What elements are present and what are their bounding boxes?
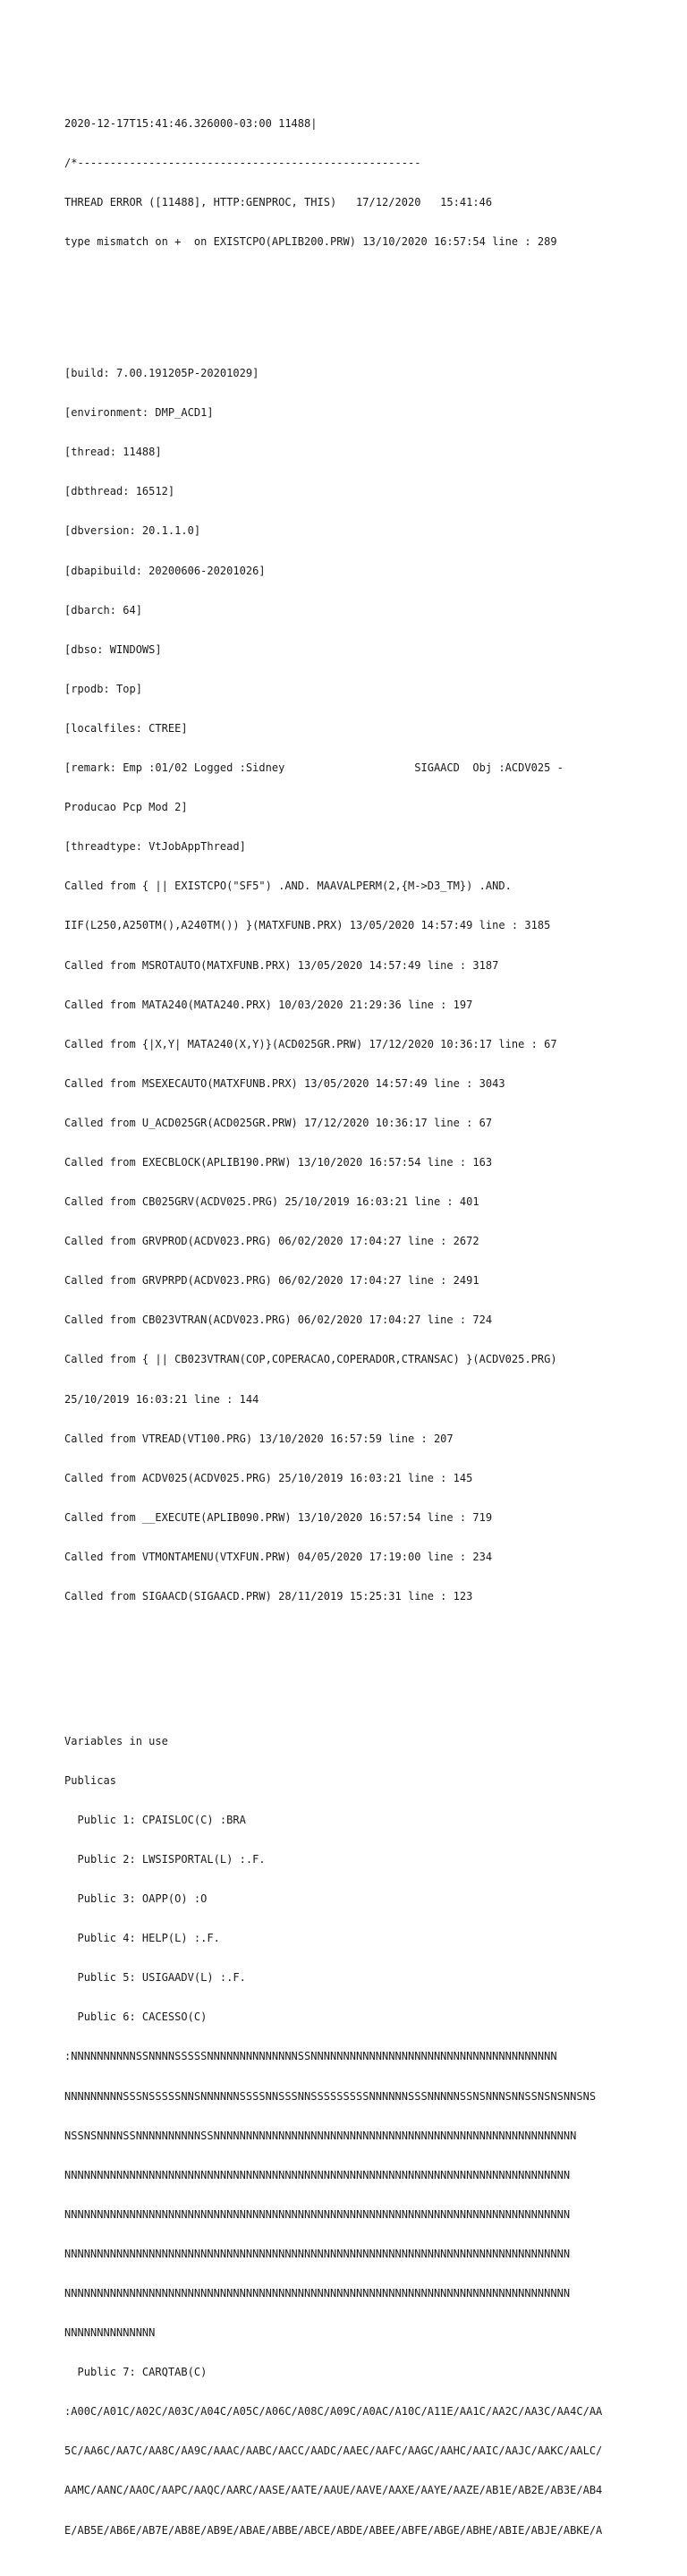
variable-line: Public 4: HELP(L) :.F.: [64, 1932, 220, 1945]
variable-line: Public 3: OAPP(O) :O: [64, 1892, 208, 1906]
variable-value-line: :A00C/A01C/A02C/A03C/A04C/A05C/A06C/A08C/A09C/A0AC/A10C/A11E/AA1C/AA2C/AA3C/AA4C/AA: [64, 2405, 603, 2419]
variable-line: Public 2: LWSISPORTAL(L) :.F.: [64, 1852, 266, 1866]
log-line: 2020-12-17T15:41:46.326000-03:00 11488|: [64, 116, 318, 130]
log-line: [threadtype: VtJobAppThread]: [64, 840, 246, 854]
log-line: [localfiles: CTREE]: [64, 721, 188, 735]
log-line: [dbapibuild: 20200606-20201026]: [64, 564, 266, 577]
log-line: /*-----------------------------------------------------: [64, 156, 421, 169]
call-stack-line: Called from U_ACD025GR(ACD025GR.PRW) 17/12/2020 10:36:17 line : 67: [64, 1116, 493, 1129]
call-stack-line: Called from SIGAACD(SIGAACD.PRW) 28/11/2019 15:25:31 line : 123: [64, 1590, 473, 1603]
variables-section: [64, 1708, 637, 2563]
variable-line: Public 1: CPAISLOC(C) :BRA: [64, 1813, 246, 1826]
call-stack-line: Called from VTMONTAMENU(VTXFUN.PRW) 04/05/2020 17:19:00 line : 234: [64, 1550, 493, 1563]
call-stack-line: Called from CB023VTRAN(ACDV023.PRG) 06/02/2020 17:04:27 line : 724: [64, 1314, 493, 1327]
call-stack-line: 25/10/2019 16:03:21 line : 144: [64, 1392, 259, 1406]
variable-value-line: AAMC/AANC/AAOC/AAPC/AAQC/AARC/AASE/AATE/AAUE/AAVE/AAXE/AAYE/AAZE/AB1E/AB2E/AB3E/AB4: [64, 2484, 603, 2497]
call-stack-line: Called from GRVPROD(ACDV023.PRG) 06/02/2020 17:04:27 line : 2672: [64, 1235, 479, 1248]
call-stack-line: Called from GRVPRPD(ACDV023.PRG) 06/02/2020 17:04:27 line : 2491: [64, 1274, 479, 1288]
call-stack-line: Called from ACDV025(ACDV025.PRG) 25/10/2019 16:03:21 line : 145: [64, 1471, 473, 1484]
log-line: [dbversion: 20.1.1.0]: [64, 524, 201, 538]
call-stack-line: Called from {|X,Y| MATA240(X,Y)}(ACD025GR.PRW) 17/12/2020 10:36:17 line : 67: [64, 1037, 557, 1050]
variable-value-line: NNNNNNNNNNNNNNNNNNNNNNNNNNNNNNNNNNNNNNNNNNNNNNNNNNNNNNNNNNNNNNNNNNNNNNNNNNNNNN: [64, 2168, 571, 2181]
variable-value-line: 5C/AA6C/AA7C/AA8C/AA9C/AAAC/AABC/AACC/AADC/AAEC/AAFC/AAGC/AAHC/AAIC/AAJC/AAKC/AALC/: [64, 2444, 603, 2458]
log-line: [environment: DMP_ACD1]: [64, 406, 214, 420]
log-line: Producao Pcp Mod 2]: [64, 801, 188, 814]
section-heading: Variables in use: [64, 1734, 168, 1747]
call-stack-line: Called from MSROTAUTO(MATXFUNB.PRX) 13/05/2020 14:57:49 line : 3187: [64, 958, 499, 972]
log-line: [thread: 11488]: [64, 446, 162, 459]
variable-value-line: :NNNNNNNNNNSSNNNNSSSSSNNNNNNNNNNNNNNSSNNNNNNNNNNNNNNNNNNNNNNNNNNNNNNNNNNNNNN: [64, 2050, 557, 2063]
variable-value-line: NNNNNNNNNNNNNN: [64, 2326, 156, 2340]
spacer: [64, 302, 637, 315]
variable-value-line: NNNNNNNNNNNNNNNNNNNNNNNNNNNNNNNNNNNNNNNNNNNNNNNNNNNNNNNNNNNNNNNNNNNNNNNNNNNNNN: [64, 2207, 571, 2221]
call-stack-line: Called from MSEXECAUTO(MATXFUNB.PRX) 13/05/2020 14:57:49 line : 3043: [64, 1076, 505, 1090]
section-subheading: Publicas: [64, 1773, 116, 1787]
log-line: type mismatch on + on EXISTCPO(APLIB200.PRW) 13/10/2020 16:57:54 line : 289: [64, 235, 557, 249]
variable-value-line: NNNNNNNNNNNNNNNNNNNNNNNNNNNNNNNNNNNNNNNNNNNNNNNNNNNNNNNNNNNNNNNNNNNNNNNNNNNNNN: [64, 2287, 571, 2300]
log-line: [remark: Emp :01/02 Logged :Sidney SIGAACD Obj :ACDV025 -: [64, 761, 564, 775]
variable-value-line: NNNNNNNNNSSSNSSSSSNNSNNNNNNSSSSNNSSSNNSSSSSSSSSNNNNNNSSSNNNNNSSNSNNNSNNSSNSNSNNSNS: [64, 2089, 597, 2103]
log-line: [dbthread: 16512]: [64, 485, 175, 498]
call-stack-line: Called from CB025GRV(ACDV025.PRG) 25/10/2019 16:03:21 line : 401: [64, 1195, 479, 1209]
error-log-document: [64, 64, 637, 2576]
variable-value-line: E/AB5E/AB6E/AB7E/AB8E/AB9E/ABAE/ABBE/ABCE/ABDE/ABEE/ABFE/ABGE/ABHE/ABIE/ABJE/ABKE/A: [64, 2523, 603, 2537]
call-stack-line: Called from VTREAD(VT100.PRG) 13/10/2020 16:57:59 line : 207: [64, 1432, 454, 1445]
log-line: [dbso: WINDOWS]: [64, 642, 162, 656]
log-header: [64, 90, 637, 275]
log-line: THREAD ERROR ([11488], HTTP:GENPROC, THIS) 17/12/2020 15:41:46: [64, 196, 493, 208]
call-stack-line: Called from { || EXISTCPO("SF5") .AND. MAAVALPERM(2,{M->D3_TM}) .AND.: [64, 880, 512, 893]
log-line: [dbarch: 64]: [64, 603, 142, 616]
call-stack-line: Called from { || CB023VTRAN(COP,COPERACAO,COPERADOR,CTRANSAC) }(ACDV025.PRG): [64, 1353, 557, 1366]
spacer: [64, 1656, 637, 1682]
call-stack-line: Called from __EXECUTE(APLIB090.PRW) 13/10/2020 16:57:54 line : 719: [64, 1510, 493, 1524]
log-line: [build: 7.00.191205P-20201029]: [64, 367, 259, 380]
log-line: [rpodb: Top]: [64, 682, 142, 695]
variable-value-line: NNNNNNNNNNNNNNNNNNNNNNNNNNNNNNNNNNNNNNNNNNNNNNNNNNNNNNNNNNNNNNNNNNNNNNNNNNNNNN: [64, 2247, 571, 2260]
variable-line: Public 6: CACESSO(C): [64, 2011, 208, 2024]
call-stack-line: Called from EXECBLOCK(APLIB190.PRW) 13/10/2020 16:57:54 line : 163: [64, 1155, 493, 1169]
variable-line: Public 5: USIGAADV(L) :.F.: [64, 1971, 246, 1985]
call-stack-line: Called from MATA240(MATA240.PRX) 10/03/2020 21:29:36 line : 197: [64, 998, 473, 1011]
environment-and-callstack: [64, 341, 637, 1629]
variable-line: Public 7: CARQTAB(C): [64, 2366, 208, 2379]
call-stack-line: IIF(L250,A250TM(),A240TM()) }(MATXFUNB.PRX) 13/05/2020 14:57:49 line : 3185: [64, 919, 551, 932]
variable-value-line: NSSNSNNNNSSNNNNNNNNNNSSNNNNNNNNNNNNNNNNNNNNNNNNNNNNNNNNNNNNNNNNNNNNNNNNNNNNNNNN: [64, 2129, 577, 2142]
